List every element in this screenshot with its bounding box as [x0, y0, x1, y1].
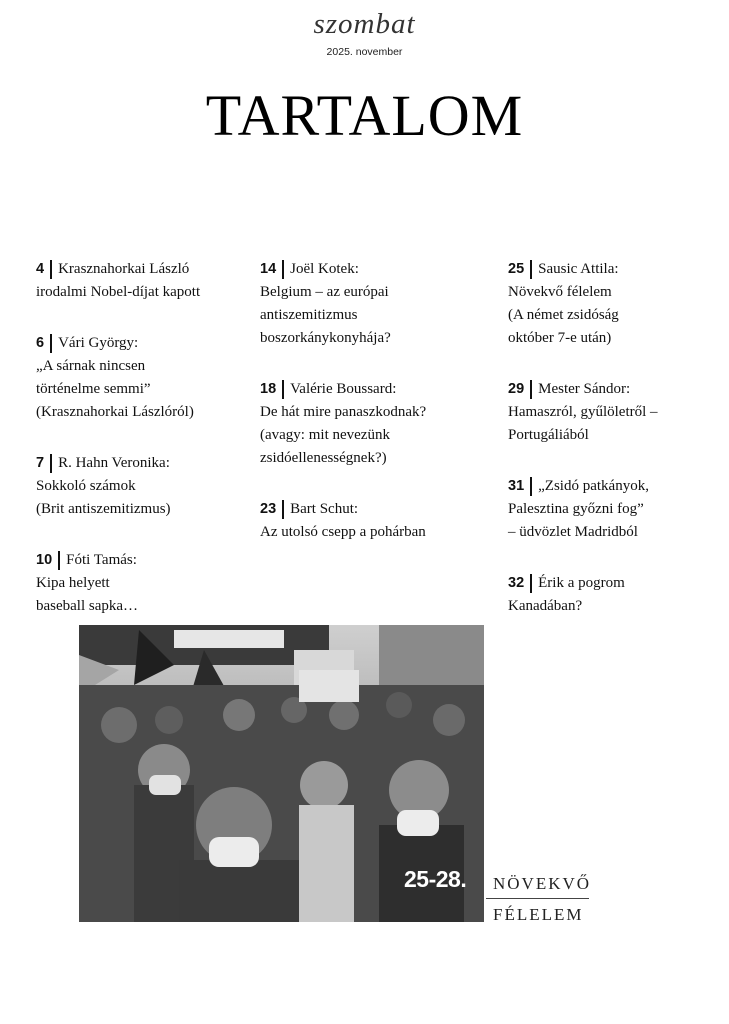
toc-page-number: 25 [508, 261, 525, 277]
toc-entry-line: irodalmi Nobel-díjat kapott [36, 284, 201, 300]
toc-entry-line: (A német zsidóság [508, 307, 619, 323]
toc-entry [260, 378, 492, 470]
toc-entry [508, 258, 729, 350]
toc-separator-bar [530, 260, 532, 279]
toc-entry [36, 549, 268, 618]
toc-entry-line: (Brit antiszemitizmus) [36, 501, 171, 517]
feature-page-range: 25-28. [404, 866, 467, 892]
toc-entry-line: történelme semmi” [36, 381, 151, 397]
toc-page-number: 4 [36, 261, 45, 277]
toc-entry-head [36, 452, 268, 475]
toc-separator-bar [282, 500, 284, 519]
toc-column-1 [36, 258, 268, 646]
toc-entry-head [36, 258, 268, 281]
toc-page-number: 18 [260, 381, 277, 397]
feature-title-line-1: NÖVEKVŐ [493, 874, 592, 893]
toc-page-number: 14 [260, 261, 277, 277]
toc-entry-head [508, 475, 729, 498]
toc-entry [36, 452, 268, 521]
toc-entry-line: Palesztina győzni fog” [508, 501, 644, 517]
page-title: TARTALOM [205, 83, 524, 148]
toc-separator-bar [530, 380, 532, 399]
toc-separator-bar [50, 260, 52, 279]
feature-title-line-2: FÉLELEM [493, 905, 584, 924]
toc-entry-line: Kipa helyett [36, 575, 110, 591]
toc-entry-line: – üdvözlet Madridból [508, 524, 638, 540]
toc-entry-line: október 7-e után) [508, 330, 612, 346]
toc-entry-line: Növekvő félelem [508, 284, 612, 300]
toc-page-number: 23 [260, 501, 277, 517]
toc-entry-line: De hát mire panaszkodnak? [260, 404, 427, 420]
toc-entry-line: Hamaszról, gyűlöletről – [508, 404, 658, 420]
toc-entry-line: Fóti Tamás: [66, 552, 137, 568]
toc-entry-line: Sokkoló számok [36, 478, 136, 494]
toc-entry-head [36, 549, 268, 572]
toc-entry [260, 258, 492, 350]
toc-entry [508, 572, 729, 618]
toc-column-2 [260, 258, 492, 572]
toc-entry [508, 475, 729, 544]
toc-entry-line: Sausic Attila: [538, 261, 619, 277]
toc-entry-line: boszorkánykonyhája? [260, 330, 391, 346]
toc-separator-bar [530, 477, 532, 496]
toc-page-number: 6 [36, 335, 45, 351]
toc-entry-line: Az utolsó csepp a pohárban [260, 524, 426, 540]
toc-separator-bar [50, 454, 52, 473]
toc-entry-head [260, 378, 492, 401]
toc-entry-line: Bart Schut: [290, 501, 359, 517]
toc-separator-bar [530, 574, 532, 593]
toc-entry-line: Mester Sándor: [538, 381, 631, 397]
toc-entry-line: R. Hahn Veronika: [58, 455, 170, 471]
toc-entry-line: baseball sapka… [36, 598, 139, 614]
toc-separator-bar [58, 551, 60, 570]
toc-entry-line: antiszemitizmus [260, 307, 358, 323]
toc-entry-line: Vári György: [58, 335, 139, 351]
toc-entry-line: Valérie Boussard: [290, 381, 397, 397]
toc-entry-line: Belgium – az európai [260, 284, 389, 300]
toc-entry-head [508, 572, 729, 595]
toc-entry [36, 258, 268, 304]
toc-entry-line: zsidóellenességnek?) [260, 450, 387, 466]
toc-entry-line: Portugáliából [508, 427, 589, 443]
toc-page-number: 29 [508, 381, 525, 397]
toc-entry-line: (avagy: mit nevezünk [260, 427, 390, 443]
toc-page-number: 7 [36, 455, 45, 471]
toc-separator-bar [50, 334, 52, 353]
toc-entry-head [260, 258, 492, 281]
toc-entry-line: „Zsidó patkányok, [538, 478, 649, 494]
toc-entry-head [260, 498, 492, 521]
toc-page-number: 32 [508, 575, 525, 591]
issue-date: 2025. november [326, 46, 403, 58]
toc-entry-line: Joël Kotek: [290, 261, 359, 277]
toc-page-number: 31 [508, 478, 525, 494]
feature-divider [486, 898, 589, 899]
toc-entry [508, 378, 729, 447]
toc-separator-bar [282, 260, 284, 279]
toc-column-3 [508, 258, 729, 646]
toc-entry [36, 332, 268, 424]
toc-entry-line: (Krasznahorkai Lászlóról) [36, 404, 194, 420]
magazine-name: szombat [313, 8, 416, 40]
toc-entry-line: Kanadában? [508, 598, 583, 614]
toc-entry-line: „A sárnak nincsen [36, 358, 146, 374]
toc-page-number: 10 [36, 552, 53, 568]
toc-entry-line: Krasznahorkai László [58, 261, 190, 277]
toc-separator-bar [282, 380, 284, 399]
toc-entry-head [508, 258, 729, 281]
toc-entry [260, 498, 492, 544]
toc-entry-head [508, 378, 729, 401]
toc-entry-head [36, 332, 268, 355]
toc-entry-line: Érik a pogrom [538, 575, 625, 591]
